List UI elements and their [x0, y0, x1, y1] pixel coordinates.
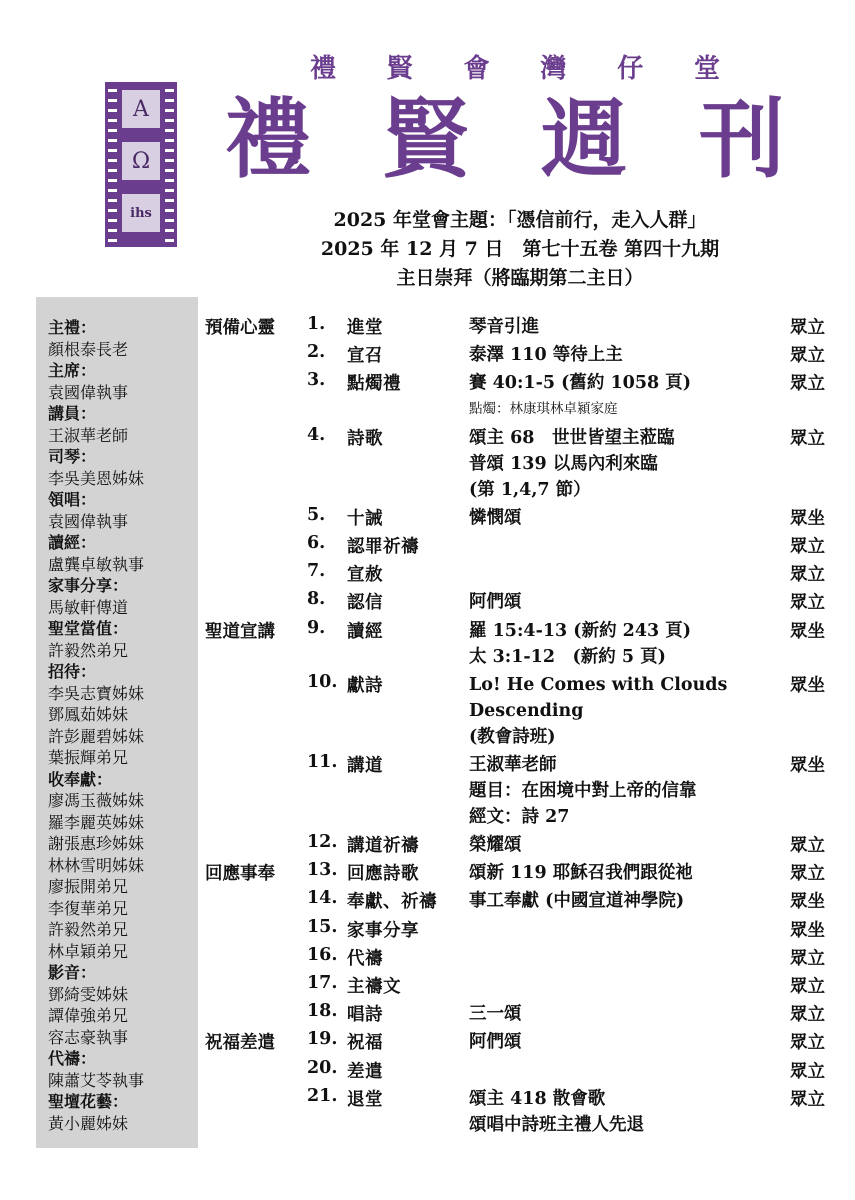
posture: 眾立 [790, 836, 825, 857]
church-name-char: 禮 [310, 54, 337, 84]
item-name: 認罪祈禱 [347, 536, 419, 557]
item-detail-line: 題目：在困境中對上帝的信靠 [469, 780, 697, 801]
item-name: 退堂 [347, 1089, 383, 1110]
item-details [469, 1086, 769, 1138]
item-name: 奉獻、祈禱 [347, 892, 437, 913]
item-name: 認信 [347, 593, 383, 614]
item-name: 唱詩 [347, 1005, 383, 1026]
item-number: 11. [307, 751, 338, 772]
item-detail-line: 頌主 68 世世皆望主蒞臨 [469, 427, 675, 448]
item-detail-line: (教會詩班) [469, 726, 556, 747]
posture: 眾立 [790, 1089, 825, 1110]
item-details [469, 672, 769, 750]
item-details [469, 342, 769, 368]
service-name: 主日崇拜（將臨期第二主日） [396, 267, 644, 289]
item-details [469, 314, 769, 340]
staff-name: 袁國偉執事 [48, 511, 129, 531]
item-name: 主禱文 [347, 977, 401, 997]
service-item [205, 973, 825, 1001]
staff-name: 羅李麗英姊妹 [48, 812, 145, 832]
staff-role: 講員： [48, 404, 97, 423]
item-number: 17. [307, 973, 338, 993]
church-logo [105, 82, 177, 247]
title-char: 禮 [225, 89, 311, 190]
staff-name: 葉振輝弟兄 [48, 748, 129, 767]
item-detail-line: 事工奉獻 (中國宣道神學院) [469, 891, 685, 912]
ihs-symbol: ihs [122, 194, 160, 232]
staff-role: 領唱： [48, 490, 97, 509]
item-number: 21. [307, 1085, 338, 1106]
service-item [205, 342, 825, 370]
staff-name: 顏根泰長老 [48, 339, 129, 359]
item-name: 獻詩 [347, 675, 383, 696]
section-label: 預備心靈 [205, 318, 275, 338]
church-name-char: 仔 [617, 54, 644, 84]
item-detail-line: 經文：詩 27 [469, 806, 570, 827]
church-name-char: 會 [463, 54, 490, 84]
item-detail-line: Descending [469, 700, 584, 721]
item-details [469, 370, 769, 422]
church-name-char: 堂 [693, 54, 720, 84]
item-details [469, 589, 769, 615]
staff-name: 王淑華老師 [48, 425, 129, 445]
staff-name: 李復華弟兄 [48, 898, 129, 918]
item-detail-line: 三一頌 [469, 1004, 522, 1025]
bulletin-header [270, 206, 770, 293]
item-detail-line: 榮耀頌 [469, 835, 522, 856]
posture: 眾立 [790, 593, 825, 614]
bulletin-title [225, 89, 785, 190]
staff-name: 廖振開弟兄 [48, 877, 129, 896]
posture: 眾立 [790, 565, 825, 586]
staff-name: 許彭麗碧姊妹 [48, 726, 145, 746]
service-item [205, 860, 825, 888]
item-details [469, 505, 769, 531]
staff-role: 司琴： [48, 447, 97, 466]
staff-role: 家事分享： [48, 576, 129, 595]
section-label: 祝福差遣 [205, 1033, 275, 1054]
item-detail-line: 阿們頌 [469, 1032, 522, 1053]
posture: 眾坐 [790, 675, 825, 696]
posture: 眾立 [790, 346, 825, 367]
issue-date: 2025 年 12 月 7 日 第七十五卷 第四十九期 [320, 238, 720, 260]
staff-name: 許毅然弟兄 [48, 920, 129, 939]
staff-name: 李吳美恩姊妹 [48, 468, 145, 488]
service-item [205, 1086, 825, 1140]
item-number: 15. [307, 916, 338, 937]
service-item [205, 1001, 825, 1029]
item-name: 詩歌 [347, 428, 383, 449]
section-label: 回應事奉 [205, 864, 275, 885]
item-detail-line: 王淑華老師 [469, 754, 557, 775]
staff-name: 謝張惠珍姊妹 [48, 834, 145, 853]
item-detail-line: 普頌 139 以馬內利來臨 [469, 453, 658, 474]
item-name: 講道 [347, 755, 383, 776]
item-number: 10. [307, 671, 338, 692]
service-item [205, 618, 825, 672]
staff-role: 讀經： [48, 533, 97, 552]
staff-name: 許毅然弟兄 [48, 640, 129, 660]
item-name: 宣召 [347, 346, 383, 367]
order-of-service [205, 314, 825, 1140]
item-number: 6. [307, 532, 326, 553]
church-name-char: 灣 [540, 54, 567, 84]
item-detail-line: 憐憫頌 [469, 507, 522, 528]
item-number: 1. [307, 314, 326, 334]
staff-name: 譚偉強弟兄 [48, 1006, 129, 1025]
posture: 眾立 [790, 318, 825, 338]
film-rail-right [165, 82, 174, 247]
staff-role: 聖堂當值： [48, 619, 129, 638]
film-rail-left [108, 82, 117, 247]
posture: 眾坐 [790, 621, 825, 642]
staff-role: 招待： [48, 662, 97, 681]
item-detail-line: 羅 15:4-13 (新約 243 頁) [469, 620, 692, 641]
staff-name: 林林雪明姊妹 [48, 855, 145, 875]
staff-name: 黃小麗姊妹 [48, 1113, 129, 1133]
staff-role: 聖壇花藝： [48, 1092, 129, 1111]
staff-role: 收奉獻： [48, 769, 113, 789]
posture: 眾立 [790, 428, 825, 449]
posture: 眾坐 [790, 892, 825, 913]
church-name-char: 賢 [386, 54, 413, 84]
alpha-symbol: Α [122, 90, 160, 128]
item-detail-line: 太 3:1-12 (新約 5 頁) [469, 646, 666, 667]
staff-name: 陳蕭艾苓執事 [48, 1070, 145, 1090]
service-item [205, 888, 825, 916]
item-detail-line: 頌新 119 耶穌召我們跟從祂 [469, 863, 693, 884]
item-details [469, 752, 769, 830]
staff-name: 林卓穎弟兄 [48, 941, 129, 961]
item-name: 宣赦 [347, 565, 383, 586]
staff-name: 鄧鳳茹姊妹 [48, 705, 129, 724]
staff-name: 鄧綺雯姊妹 [48, 984, 129, 1004]
item-name: 回應詩歌 [347, 864, 419, 885]
title-char: 賢 [383, 89, 469, 190]
item-name: 講道祈禱 [347, 836, 419, 857]
item-detail-line: 頌唱中詩班主禮人先退 [469, 1114, 644, 1135]
item-detail-line: Lo! He Comes with Clouds [469, 674, 728, 695]
item-detail-line: 琴音引進 [469, 317, 539, 337]
item-name: 祝福 [347, 1033, 383, 1054]
item-name: 家事分享 [347, 920, 419, 941]
service-item [205, 1029, 825, 1057]
item-number: 16. [307, 944, 338, 965]
staff-name: 馬敏軒傳道 [48, 597, 129, 617]
posture: 眾立 [790, 948, 825, 969]
service-item [205, 533, 825, 561]
item-number: 2. [307, 342, 326, 363]
item-details [469, 860, 769, 886]
item-detail-line: 阿們頌 [469, 592, 522, 613]
item-name: 讀經 [347, 621, 383, 642]
staff-role: 影音： [48, 963, 97, 982]
item-number: 14. [307, 888, 338, 909]
item-number: 4. [307, 424, 326, 445]
item-number: 7. [307, 561, 326, 582]
item-number: 3. [307, 370, 326, 391]
posture: 眾立 [790, 374, 825, 395]
item-name: 點燭禮 [347, 374, 401, 395]
church-name [310, 48, 720, 85]
staff-role: 主席： [48, 361, 97, 380]
posture: 眾坐 [790, 920, 825, 941]
staff-name: 李吳志寶姊妹 [48, 683, 145, 703]
service-item [205, 752, 825, 832]
item-detail-line: 賽 40:1-5 (舊約 1058 頁) [469, 373, 692, 394]
posture: 眾立 [790, 864, 825, 885]
item-details [469, 832, 769, 858]
item-number: 5. [307, 504, 326, 525]
service-item [205, 945, 825, 973]
service-item [205, 589, 825, 617]
staff-role: 代禱： [48, 1049, 97, 1068]
staff-sidebar [36, 297, 198, 1148]
service-item [205, 1058, 825, 1086]
posture: 眾立 [790, 977, 825, 997]
staff-name: 廖馮玉薇姊妹 [48, 791, 145, 810]
item-details [469, 1029, 769, 1055]
posture: 眾坐 [790, 508, 825, 529]
service-item [205, 505, 825, 533]
item-details [469, 425, 769, 503]
item-details [469, 1001, 769, 1027]
item-detail-line: 頌主 418 散會歌 [469, 1088, 606, 1109]
staff-name: 容志豪執事 [48, 1027, 129, 1047]
item-name: 代禱 [347, 948, 383, 969]
year-theme: 2025 年堂會主題：「憑信前行，走入人群」 [333, 209, 707, 231]
item-detail-line: 泰澤 110 等待上主 [469, 345, 623, 366]
item-number: 13. [307, 860, 338, 881]
item-number: 20. [307, 1057, 338, 1078]
item-number: 19. [307, 1029, 338, 1050]
title-char: 週 [541, 89, 627, 190]
service-item [205, 370, 825, 424]
service-item [205, 672, 825, 752]
item-number: 9. [307, 617, 326, 638]
staff-name: 袁國偉執事 [48, 382, 129, 402]
service-item [205, 832, 825, 860]
item-number: 8. [307, 589, 326, 610]
service-item [205, 425, 825, 505]
item-number: 12. [307, 832, 338, 853]
title-char: 刊 [699, 89, 785, 190]
posture: 眾立 [790, 1005, 825, 1026]
staff-name: 盧龔卓敏執事 [48, 554, 145, 574]
service-item [205, 314, 825, 342]
staff-role: 主禮： [48, 318, 97, 337]
omega-symbol: Ω [122, 142, 160, 180]
posture: 眾坐 [790, 755, 825, 776]
item-name: 進堂 [347, 318, 383, 338]
posture: 眾立 [790, 1061, 825, 1082]
item-name: 差遣 [347, 1061, 383, 1082]
service-item [205, 561, 825, 589]
posture: 眾立 [790, 1033, 825, 1054]
item-note: 點燭：林康琪林卓潁家庭 [469, 401, 618, 418]
service-item [205, 917, 825, 945]
item-number: 18. [307, 1001, 338, 1022]
item-name: 十誡 [347, 508, 383, 529]
item-details [469, 618, 769, 670]
section-label: 聖道宣講 [205, 621, 275, 642]
item-details [469, 888, 769, 914]
posture: 眾立 [790, 536, 825, 557]
item-detail-line: (第 1,4,7 節） [469, 479, 591, 500]
